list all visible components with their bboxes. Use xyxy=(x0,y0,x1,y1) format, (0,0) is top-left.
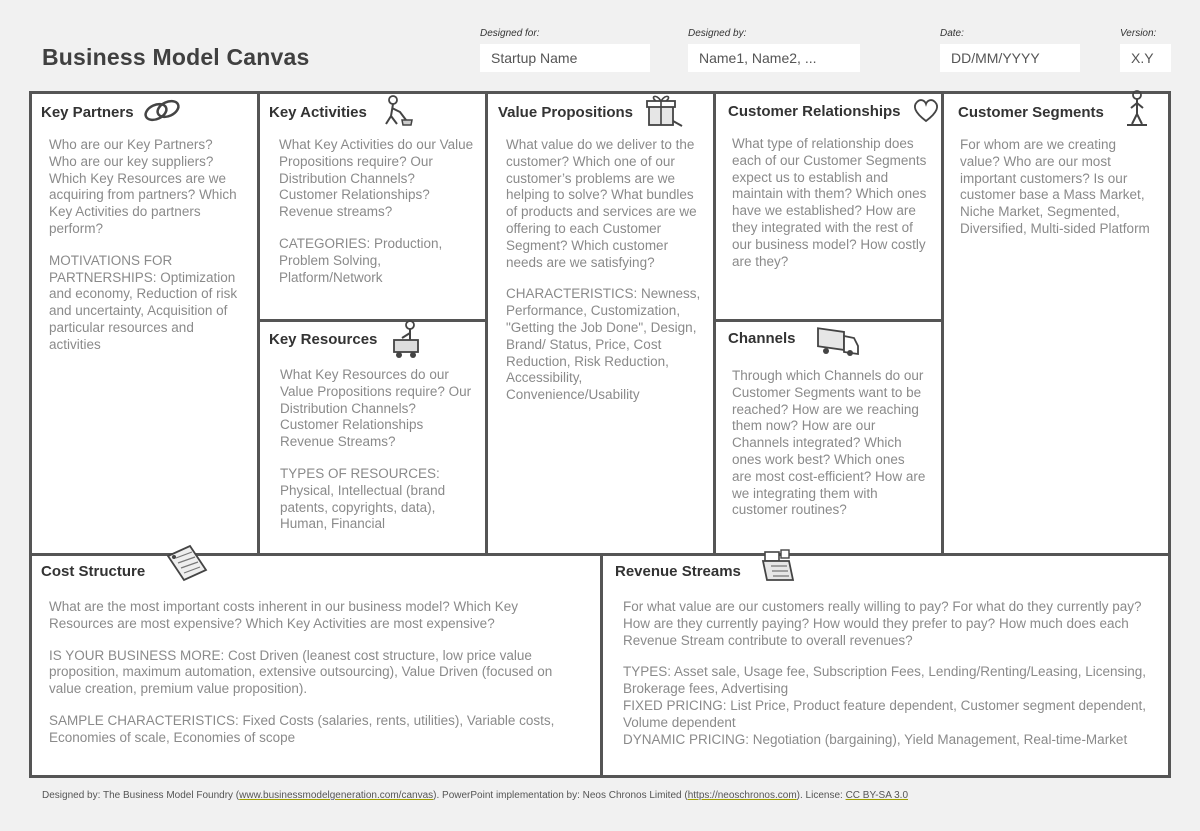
neoschronos-link[interactable]: https://neoschronos.com xyxy=(687,790,797,801)
revenue-streams-text: FIXED PRICING: List Price, Product feature dependent, Customer segment dependent, Volume dependent xyxy=(623,697,1147,730)
designed-by-label: Designed by: xyxy=(688,28,747,39)
price-tag-icon xyxy=(164,544,210,584)
forklift-worker-icon xyxy=(390,320,424,360)
block-customer-segments[interactable] xyxy=(944,94,1168,553)
designed-for-field[interactable]: Startup Name xyxy=(480,44,650,72)
designed-by-field[interactable]: Name1, Name2, ... xyxy=(688,44,860,72)
designed-for-group xyxy=(480,28,650,72)
key-resources-text: What Key Resources do our Value Propositions require? Our Distribution Channels? Customer Relationships Revenue Streams? xyxy=(280,367,472,450)
worker-icon xyxy=(378,94,414,128)
customer-relationships-title: Customer Relationships xyxy=(728,103,901,120)
key-activities-body xyxy=(279,137,474,301)
key-resources-title: Key Resources xyxy=(269,331,378,348)
block-key-partners[interactable] xyxy=(32,94,257,553)
block-revenue-streams[interactable] xyxy=(603,556,1168,778)
block-value-propositions[interactable] xyxy=(488,94,713,553)
gift-icon xyxy=(644,93,684,129)
business-model-canvas xyxy=(29,91,1171,778)
customer-segments-title: Customer Segments xyxy=(958,104,1104,121)
cost-structure-text: IS YOUR BUSINESS MORE: Cost Driven (leanest cost structure, low price value proposition, maximum automation, extensive outsourcing), Value Driven (focused on value creation, premium value proposition). xyxy=(49,647,553,697)
date-group xyxy=(940,28,1080,72)
value-propositions-text: CHARACTERISTICS: Newness, Performance, Customization, "Getting the Job Done", Design, Brand/ Status, Price, Cost Reduction, Risk Reduction, Accessibility, Convenience/Usability xyxy=(506,286,701,403)
page-title: Business Model Canvas xyxy=(42,44,310,70)
date-field[interactable]: DD/MM/YYYY xyxy=(940,44,1080,72)
value-propositions-body xyxy=(506,137,701,419)
key-partners-body xyxy=(49,137,244,369)
revenue-streams-body xyxy=(623,599,1153,763)
channels-title: Channels xyxy=(728,330,796,347)
chain-link-icon xyxy=(142,96,182,126)
customer-segments-text: For whom are we creating value? Who are our most important customers? Is our customer base a Mass Market, Niche Market, Segmented, Diversified, Multi-sided Platform xyxy=(960,137,1150,236)
revenue-streams-text: DYNAMIC PRICING: Negotiation (bargaining), Yield Management, Real-time-Market xyxy=(623,731,1128,747)
key-activities-text: CATEGORIES: Production, Problem Solving, Platform/Network xyxy=(279,235,443,285)
customer-segments-body xyxy=(960,137,1155,253)
footer-credits xyxy=(42,790,908,801)
block-key-resources[interactable] xyxy=(260,322,485,553)
designed-for-label: Designed for: xyxy=(480,28,540,39)
revenue-streams-text: For what value are our customers really willing to pay? For what do they currently pay? How are they currently paying? How would they prefer to pay? How much does each Revenue Stream contribute to overall revenues? xyxy=(623,599,1142,648)
customer-relationships-text: What type of relationship does each of our Customer Segments expect us to establish and maintain with them? Which ones have we established? How are they integrated with the rest of our business model? How costly are they? xyxy=(732,136,927,269)
key-activities-title: Key Activities xyxy=(269,104,367,121)
revenue-streams-title: Revenue Streams xyxy=(615,563,741,580)
key-resources-body xyxy=(280,367,475,548)
cost-structure-title: Cost Structure xyxy=(41,563,146,580)
cash-register-icon xyxy=(759,546,799,586)
revenue-streams-text: TYPES: Asset sale, Usage fee, Subscription Fees, Lending/Renting/Leasing, Licensing, Brokerage fees, Advertising xyxy=(623,664,1147,697)
version-group xyxy=(1120,28,1171,72)
value-propositions-text: What value do we deliver to the customer? Which one of our customer’s problems are we helping to solve? What bundles of products and services are we offering to each Customer Segment? Which customer needs are we satisfying? xyxy=(506,137,697,270)
cost-structure-body xyxy=(49,599,579,762)
block-channels[interactable] xyxy=(716,322,941,553)
date-label: Date: xyxy=(940,28,964,39)
heart-icon xyxy=(912,98,940,124)
key-partners-title: Key Partners xyxy=(41,104,134,121)
truck-icon xyxy=(816,324,860,356)
cost-structure-text: What are the most important costs inherent in our business model? Which Key Resources are most expensive? Which Key Activities are most expensive? xyxy=(49,599,518,631)
version-field[interactable]: X.Y xyxy=(1120,44,1171,72)
key-resources-text: TYPES OF RESOURCES: Physical, Intellectual (brand patents, copyrights, data), Human, Financial xyxy=(280,465,446,532)
footer-text: ). License: xyxy=(796,790,846,801)
license-link[interactable]: CC BY-SA 3.0 xyxy=(845,790,909,801)
footer-text: Designed by: The Business Model Foundry ( xyxy=(42,790,240,801)
bmg-link[interactable]: www.businessmodelgeneration.com/canvas xyxy=(239,790,434,801)
block-customer-relationships[interactable] xyxy=(716,94,941,319)
channels-text: Through which Channels do our Customer Segments want to be reached? How are we reaching them now? How are our Channels integrated? Which ones work best? Which ones are most cost-efficient? How are we integrating them with customer routines? xyxy=(732,368,926,518)
version-label: Version: xyxy=(1120,28,1157,39)
cost-structure-text: SAMPLE CHARACTERISTICS: Fixed Costs (salaries, rents, utilities), Variable costs, Economies of scale, Economies of scope xyxy=(49,712,555,745)
person-icon xyxy=(1124,90,1150,128)
key-activities-text: What Key Activities do our Value Propositions require? Our Distribution Channels? Customer Relationships? Revenue streams? xyxy=(279,137,474,220)
footer-text: ). PowerPoint implementation by: Neos Chronos Limited ( xyxy=(433,790,688,801)
customer-relationships-body xyxy=(732,136,927,285)
block-key-activities[interactable] xyxy=(260,94,485,319)
designed-by-group xyxy=(688,28,860,72)
key-partners-text: MOTIVATIONS FOR PARTNERSHIPS: Optimization and economy, Reduction of risk and uncertainty, Acquisition of particular resources and activities xyxy=(49,252,238,352)
block-cost-structure[interactable] xyxy=(32,556,600,778)
value-propositions-title: Value Propositions xyxy=(498,104,634,121)
channels-body xyxy=(732,368,927,534)
key-partners-text: Who are our Key Partners? Who are our key suppliers? Which Key Resources are we acquiring from partners? Which Key Activities do partners perform? xyxy=(49,137,237,236)
